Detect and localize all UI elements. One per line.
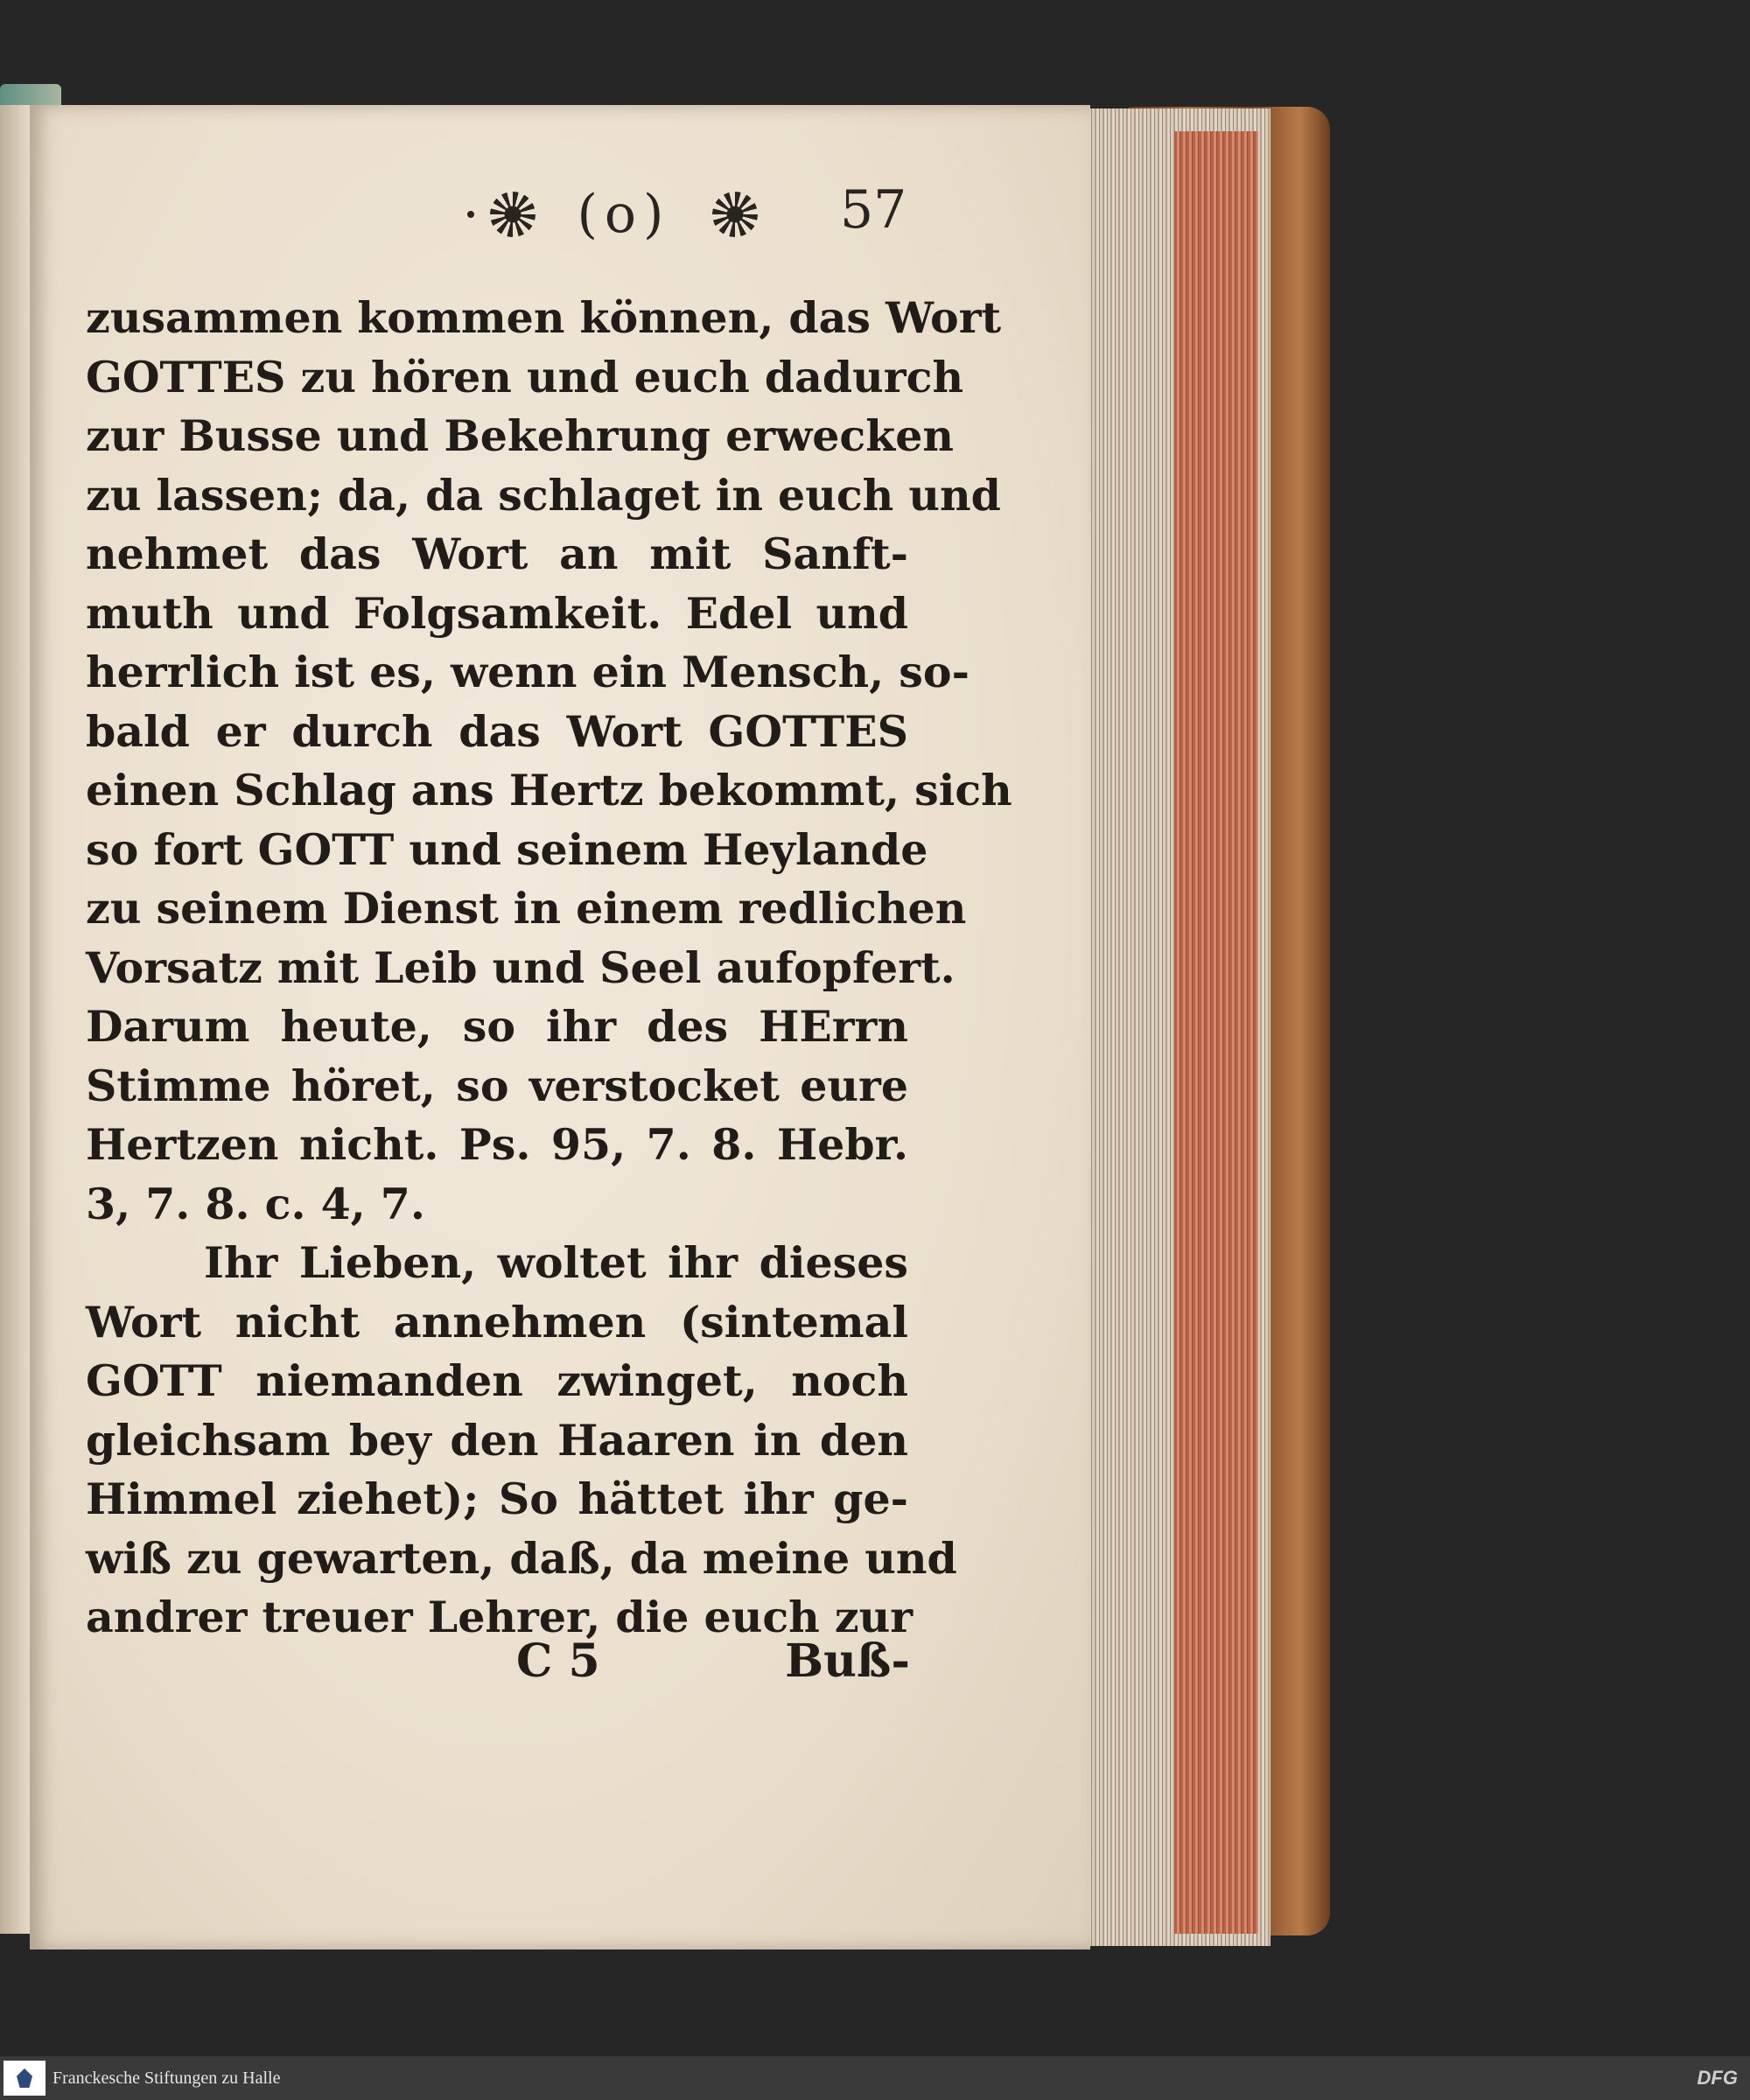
text-line: GOTT niemanden zwinget, noch <box>86 1355 908 1406</box>
text-line: herrlich ist es, wenn ein Mensch, so- <box>86 647 970 697</box>
text-line: Ihr Lieben, woltet ihr dieses <box>204 1237 908 1288</box>
text-line: andrer treuer Lehrer, die euch zur <box>86 1592 914 1642</box>
text-line: Himmel ziehet); So hättet ihr ge- <box>86 1474 908 1524</box>
institution-credit[interactable] <box>0 2061 280 2096</box>
text-line: Darum heute, so ihr des HErrn <box>86 1001 908 1052</box>
running-head-mark: (o) <box>577 184 671 245</box>
text-line: bald er durch das Wort GOTTES <box>86 705 908 757</box>
rosette-ornament-icon <box>490 192 536 237</box>
text-line: muth und Folgsamkeit. Edel und <box>86 587 908 639</box>
running-head <box>306 175 919 254</box>
rosette-ornament-icon <box>712 192 758 237</box>
text-line: gleichsam bey den Haaren in den <box>86 1414 908 1466</box>
text-line: GOTTES zu hören und euch dadurch <box>86 351 964 402</box>
catchword: Buß- <box>785 1634 910 1688</box>
text-line: so fort GOTT und seinem Heylande <box>86 823 928 875</box>
text-line: einen Schlag ans Hertz bekommt, sich <box>86 765 1012 816</box>
left-page-edge <box>0 105 33 1934</box>
dot-ornament-icon <box>467 211 474 218</box>
text-line: zusammen kommen können, das Wort <box>86 292 1002 343</box>
text-line: Vorsatz mit Leib und Seel aufopfert. <box>86 942 956 993</box>
red-edge-stain <box>1174 131 1258 1934</box>
institution-logo-icon <box>4 2061 46 2096</box>
page-number: 57 <box>840 179 907 241</box>
text-line: zu lassen; da, da schlaget in euch und <box>86 469 1001 521</box>
text-line: zu seinem Dienst in einem redlichen <box>86 883 967 934</box>
dfg-logo[interactable]: DFG <box>1697 2067 1738 2089</box>
text-line: nehmet das Wort an mit Sanft- <box>86 528 908 579</box>
text-line: zur Busse und Bekehrung erwecken <box>86 410 955 461</box>
signature-mark: C 5 <box>516 1634 600 1688</box>
text-line: wiß zu gewarten, daß, da meine und <box>86 1532 957 1584</box>
text-line: 3, 7. 8. c. 4, 7. <box>86 1178 425 1229</box>
text-line: Hertzen nicht. Ps. 95, 7. 8. Hebr. <box>86 1119 908 1170</box>
institution-name: Franckesche Stiftungen zu Halle <box>52 2068 281 2088</box>
text-line: Stimme höret, so verstocket eure <box>86 1060 908 1111</box>
viewer-footer-bar <box>0 2056 1750 2100</box>
text-line: Wort nicht annehmen (sintemal <box>86 1296 908 1348</box>
body-text <box>86 289 1012 1648</box>
page-footer <box>516 1634 910 1688</box>
